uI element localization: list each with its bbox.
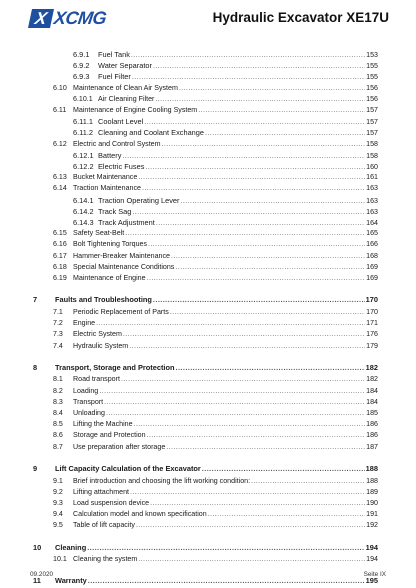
dot-leader (138, 172, 365, 183)
toc-entry-title: Lift Capacity Calculation of the Excavator (55, 463, 201, 473)
toc-entry[interactable] (0, 318, 416, 329)
toc-entry-number: 6.9.2 (73, 61, 90, 71)
toc-entry-number: 9.5 (53, 521, 63, 530)
toc-entry-number: 6.12.2 (73, 162, 94, 171)
toc-entry-number: 6.11.1 (73, 117, 93, 127)
toc-entry-number: 11 (33, 576, 41, 586)
toc-entry-page: 170 (365, 295, 378, 305)
toc-entry-number: 6.14.3 (73, 218, 94, 227)
dot-leader (87, 542, 364, 553)
toc-entry-number: 6.9.3 (73, 72, 90, 82)
dot-leader (136, 520, 365, 531)
toc-entry-page: 189 (366, 487, 378, 496)
toc-entry[interactable] (0, 139, 416, 150)
dot-leader (129, 341, 365, 352)
dot-leader (121, 374, 365, 385)
toc-entry-number: 6.14.2 (73, 206, 94, 216)
dot-leader (134, 419, 366, 430)
toc-entry-page: 170 (366, 307, 378, 316)
toc-entry[interactable] (0, 161, 416, 172)
toc-entry-page: 163 (366, 196, 378, 205)
toc-entry-number: 6.12.1 (73, 150, 94, 160)
toc-entry-title: Fuel Filter (98, 72, 131, 82)
toc-entry-number: 8.5 (53, 420, 63, 429)
toc-entry[interactable] (0, 183, 416, 194)
toc-entry-page: 176 (366, 330, 378, 339)
toc-entry[interactable] (0, 498, 416, 509)
xcmg-logo (30, 7, 106, 29)
toc-entry-title: Brief introduction and choosing the lift working condition: (73, 476, 251, 485)
toc-entry[interactable] (0, 463, 416, 474)
toc-entry-title: Hydraulic System (73, 341, 129, 350)
toc-entry-title: Faults and Troubleshooting (55, 295, 152, 305)
dot-leader (251, 476, 365, 487)
toc-entry-page: 184 (366, 397, 378, 406)
toc-entry-number: 8.2 (53, 386, 63, 395)
toc-entry-title: Maintenance of Clean Air System (73, 83, 178, 92)
toc-entry-title: Battery (98, 150, 122, 160)
toc-entry-number: 8.6 (53, 431, 63, 440)
toc-entry-page: 182 (366, 375, 378, 384)
toc-entry[interactable] (0, 397, 416, 408)
toc-entry-title: Air Cleaning Filter (98, 94, 155, 103)
toc-entry-number: 6.19 (53, 274, 67, 282)
toc-entry-page: 194 (365, 542, 378, 552)
toc-entry-page: 190 (366, 498, 378, 507)
toc-entry[interactable] (0, 228, 416, 239)
toc-entry[interactable] (0, 374, 416, 385)
toc-entry-title: Use preparation after storage (73, 442, 166, 451)
dot-leader (150, 498, 365, 509)
toc-entry[interactable] (0, 386, 416, 397)
dot-leader (176, 362, 365, 373)
toc-entry-page: 184 (366, 386, 378, 395)
toc-entry-number: 7.2 (53, 319, 63, 328)
toc-entry[interactable] (0, 251, 416, 262)
toc-entry-number: 10 (33, 542, 42, 552)
toc-entry-title: Hammer-Breaker Maintenance (73, 251, 170, 260)
toc-entry-title: Coolant Level (98, 117, 144, 127)
dot-leader (179, 83, 365, 94)
toc-entry-number: 10.1 (53, 555, 67, 564)
dot-leader (171, 251, 365, 262)
toc-entry[interactable] (0, 542, 416, 553)
toc-entry[interactable] (0, 419, 416, 430)
footer-page-number: Seite IX (363, 571, 386, 578)
toc-entry-title: Cleaning and Coolant Exchange (98, 128, 205, 138)
toc-entry[interactable] (0, 262, 416, 273)
toc-entry[interactable] (0, 341, 416, 352)
dot-leader (147, 430, 366, 441)
toc-entry-number: 6.9.1 (73, 50, 90, 59)
toc-entry-page: 182 (365, 362, 378, 372)
toc-entry-page: 163 (366, 184, 378, 193)
dot-leader (104, 397, 365, 408)
dot-leader (106, 408, 365, 419)
dot-leader (153, 294, 365, 305)
toc-entry-number: 7.3 (53, 330, 63, 339)
toc-entry-title: Lifting attachment (73, 487, 129, 496)
toc-entry[interactable] (0, 509, 416, 520)
toc-entry-page: 160 (366, 163, 378, 171)
toc-entry-title: Table of lift capacity (73, 521, 135, 530)
toc-entry-number: 6.15 (53, 229, 67, 238)
toc-entry[interactable] (0, 554, 416, 565)
toc-entry-title: Load suspension device (73, 498, 150, 507)
toc-entry-page: 158 (366, 151, 378, 160)
toc-entry-number: 7 (33, 295, 38, 305)
toc-entry-page: 171 (366, 319, 378, 328)
toc-entry-page: 194 (366, 555, 378, 564)
toc-entry-page: 168 (366, 251, 378, 260)
dot-leader (138, 554, 365, 565)
toc-entry-number: 6.13 (53, 173, 67, 182)
toc-entry[interactable] (0, 239, 416, 250)
toc-entry-title: Electric Fuses (98, 162, 145, 171)
toc-entry-page: 192 (366, 521, 378, 530)
toc-entry-number: 8.1 (53, 375, 63, 384)
toc-entry[interactable] (0, 83, 416, 94)
toc-entry-number: 6.14.1 (73, 195, 94, 205)
toc-entry[interactable] (0, 195, 416, 206)
toc-entry-number: 8.3 (53, 397, 63, 406)
toc-entry-number: 9.3 (53, 498, 63, 507)
toc-entry-number: 6.16 (53, 240, 67, 249)
toc-entry-page: 195 (365, 576, 378, 586)
toc-entry[interactable] (0, 127, 416, 138)
toc-entry-title: Bucket Maintenance (73, 173, 138, 182)
toc-entry-number: 7.1 (53, 307, 63, 316)
toc-entry[interactable] (0, 273, 416, 284)
toc-entry-page: 158 (366, 139, 378, 148)
toc-entry-number: 6.12 (53, 139, 67, 148)
toc-entry-number: 6.10 (53, 83, 67, 92)
toc-entry-page: 179 (366, 341, 378, 350)
xcmg-logo-text: XCMG (52, 7, 108, 28)
toc-entry-page: 166 (366, 240, 378, 249)
toc-entry-page: 165 (366, 229, 378, 238)
toc-entry-page: 191 (366, 510, 378, 519)
toc-entry-page: 157 (366, 106, 378, 114)
dot-leader (175, 262, 365, 273)
toc-entry-page: 155 (366, 62, 378, 71)
toc-entry-page: 155 (366, 73, 378, 82)
toc-entry-title: Maintenance of Engine Cooling System (73, 106, 198, 114)
dot-leader (125, 228, 365, 239)
toc-entry-number: 6.11 (53, 106, 67, 114)
dot-leader (198, 105, 365, 116)
toc-entry-page: 185 (366, 409, 378, 417)
toc-entry-title: Road transport (73, 375, 120, 384)
toc-entry-title: Periodic Replacement of Parts (73, 307, 169, 316)
toc-entry-page: 156 (366, 83, 378, 92)
page-footer (30, 571, 386, 578)
page-header (0, 0, 416, 40)
toc-entry[interactable] (0, 329, 416, 340)
dot-leader (155, 94, 365, 105)
toc-entry[interactable] (0, 116, 416, 127)
toc-entry-title: Cleaning the system (73, 555, 138, 564)
dot-leader (147, 273, 366, 284)
toc-entry-number: 6.18 (53, 262, 67, 271)
dot-leader (166, 442, 365, 453)
toc-entry-title: Lifting the Machine (73, 420, 133, 429)
toc-entry-title: Fuel Tank (98, 50, 130, 59)
toc-entry[interactable] (0, 476, 416, 487)
dot-leader (170, 307, 365, 318)
toc-entry-number: 6.14 (53, 184, 67, 193)
toc-entry[interactable] (0, 294, 416, 305)
toc-entry-page: 164 (366, 219, 378, 227)
toc-entry[interactable] (0, 487, 416, 498)
dot-leader (148, 239, 365, 250)
toc-entry-number: 7.4 (53, 341, 63, 350)
toc-entry-title: Engine (73, 319, 96, 328)
toc-entry[interactable] (0, 71, 416, 82)
toc-entry[interactable] (0, 520, 416, 531)
toc-entry-title: Safety Seat-Belt (73, 229, 125, 238)
toc-entry-title: Track Sag (98, 206, 132, 216)
toc-entry[interactable] (0, 217, 416, 228)
dot-leader (123, 329, 365, 340)
toc-entry-title: Calculation model and known specification (73, 510, 207, 519)
toc-entry-page: 169 (366, 262, 378, 271)
footer-date: 09.2020 (30, 571, 54, 578)
toc-entry-page: 188 (366, 476, 378, 485)
toc-entry[interactable] (0, 206, 416, 217)
toc-entry[interactable] (0, 307, 416, 318)
toc-entry-number: 9.4 (53, 510, 63, 519)
xcmg-logo-mark: X (28, 9, 54, 28)
toc-entry-page: 157 (366, 129, 378, 138)
toc-entry-title: Maintenance of Engine (73, 274, 146, 282)
toc-entry-page: 161 (366, 173, 378, 182)
toc-entry[interactable] (0, 430, 416, 441)
toc-entry[interactable] (0, 49, 416, 60)
toc-entry-title: Loading (73, 386, 99, 395)
toc-entry-page: 169 (366, 274, 378, 282)
toc-entry-number: 6.17 (53, 251, 67, 260)
toc-entry-title: Electric System (73, 330, 122, 339)
toc-entry-number: 8.7 (53, 442, 63, 451)
dot-leader (202, 463, 365, 474)
toc-entry-title: Water Separator (98, 61, 152, 71)
toc-entry[interactable] (0, 362, 416, 373)
toc-entry-title: Traction Maintenance (73, 184, 141, 193)
toc-entry-title: Traction Operating Lever (98, 195, 180, 205)
toc-entry-page: 153 (366, 51, 378, 59)
toc-entry[interactable] (0, 172, 416, 183)
toc-entry-number: 9.2 (53, 487, 63, 496)
toc-entry-title: Warranty (55, 576, 87, 586)
toc-entry-page: 186 (366, 431, 378, 440)
dot-leader (142, 183, 365, 194)
dot-leader (99, 386, 365, 397)
toc-entry-title: Electric and Control System (73, 139, 161, 148)
toc-entry-page: 157 (366, 118, 378, 127)
dot-leader (130, 487, 365, 498)
toc-entry[interactable] (0, 408, 416, 419)
toc-entry-title: Track Adjustment (98, 218, 155, 227)
toc-entry[interactable] (0, 442, 416, 453)
toc-entry-page: 156 (366, 94, 378, 103)
toc-entry-number: 8 (33, 362, 38, 372)
toc-entry-number: 9 (33, 463, 38, 473)
toc-entry[interactable] (0, 105, 416, 116)
toc-entry[interactable] (0, 150, 416, 161)
toc-entry-number: 6.10.1 (73, 94, 93, 103)
toc-entry-title: Transport (73, 397, 104, 406)
toc-entry-title: Unloading (73, 409, 105, 417)
toc-entry-number: 6.11.2 (73, 128, 93, 138)
dot-leader (208, 509, 365, 520)
toc-entry[interactable] (0, 94, 416, 105)
toc-entry-page: 186 (366, 420, 378, 429)
toc-entry-title: Special Maintenance Conditions (73, 262, 175, 271)
toc-entry-title: Storage and Protection (73, 431, 146, 440)
toc-entry-page: 188 (365, 463, 378, 473)
toc-entry-number: 8.4 (53, 409, 63, 417)
toc-entry[interactable] (0, 60, 416, 71)
toc-entry-page: 187 (366, 442, 378, 451)
toc-entry-number: 9.1 (53, 476, 63, 485)
dot-leader (96, 318, 365, 329)
toc-entry-title: Bolt Tightening Torques (73, 240, 148, 249)
toc-entry-page: 163 (366, 207, 378, 216)
toc-entry-title: Transport, Storage and Protection (55, 362, 175, 372)
document-title: Hydraulic Excavator XE17U (212, 10, 389, 25)
dot-leader (162, 139, 366, 150)
toc-entry-title: Cleaning (55, 542, 87, 552)
